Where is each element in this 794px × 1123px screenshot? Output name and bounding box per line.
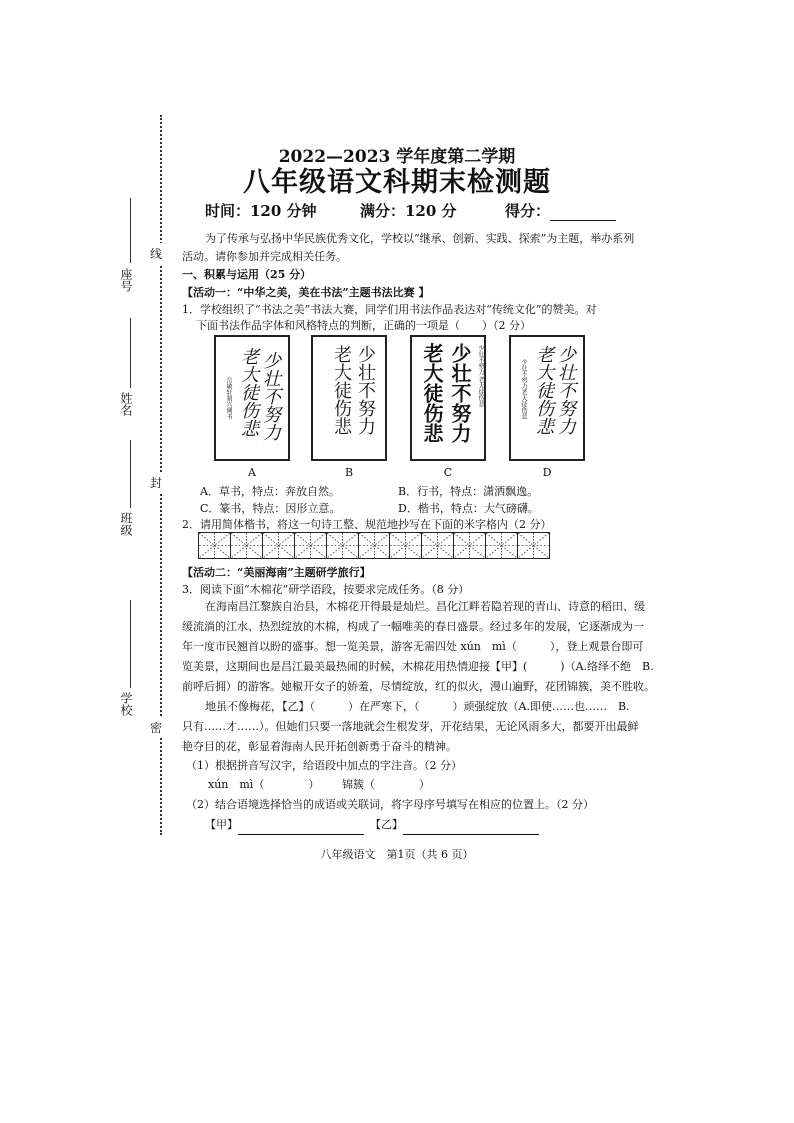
calligraphy-caption-b: B [344,466,354,479]
calligraphy-d-note: 少壮不努力老大徒伤悲 [520,359,527,419]
yi-answer[interactable] [370,815,539,835]
mizi-cell[interactable] [422,533,454,558]
activity-2-heading: 【活动二：“美丽海南”主题研学旅行】 [182,566,371,579]
passage-line-4: 览美景，这期间也是昌江最美最热闹的时候，木棉花用热情迎接【甲】( )（A.络绎不绝 B. [182,660,654,673]
option-a[interactable]: A．草书，特点：奔放自然。 [200,485,340,498]
score-field[interactable] [505,200,616,221]
calligraphy-b-col-1: 少壮不努力 [355,345,376,435]
label-name: 姓名 [119,392,133,416]
seat-blank[interactable] [130,198,131,263]
mizi-cell[interactable] [454,533,486,558]
mizi-cell[interactable] [295,533,327,558]
school-year: 2022—2023 学年度第二学期 [278,147,516,167]
calligraphy-work-a [214,335,290,461]
name-blank[interactable] [130,318,131,388]
mizi-cell[interactable] [199,533,231,558]
question-2: 2．请用简体楷书，将这一句诗工整、规范地抄写在下面的米字格内（2 分） [182,518,552,531]
score-label: 得分： [505,202,551,220]
question-3: 3．阅读下面“木棉花”研学语段，按要求完成任务。（8 分） [182,583,470,596]
mizi-cell[interactable] [518,533,549,558]
activity-1-heading: 【活动一：“中华之美，美在书法”主题书法比赛 】 [182,286,430,299]
school-blank[interactable] [130,600,131,688]
jia-blank[interactable] [238,820,364,835]
option-d[interactable]: D．楷书，特点：大气磅礴。 [398,502,539,515]
passage-line-7: 只有……才……）。但她们只要一落地就会生根发芽，开花结果，无论风雨多大，都要开出最鲜 [182,720,639,733]
class-blank[interactable] [130,440,131,508]
passage-line-3: 年一度市民翘首以盼的盛事。想一览美景，游客无需四处 xún mì（ ），登上观景台即可 [182,640,644,653]
calligraphy-caption-c: C [443,466,453,479]
label-class: 班级 [119,512,133,536]
calligraphy-d-col-1: 少壮不努力 [555,345,576,435]
option-b[interactable]: B．行书，特点：潇洒飘逸。 [398,485,539,498]
mizi-cell[interactable] [263,533,295,558]
seal-char-xian: 线 [150,243,162,264]
full-marks: 满分：120 分 [360,202,457,220]
passage-line-1: 在海南昌江黎族自治县，木棉花开得最是灿烂。昌化江畔若隐若现的青山、诗意的稻田、缓 [205,600,645,613]
exam-time: 时间：120 分钟 [205,202,317,220]
jia-label: 【甲】 [205,818,238,831]
mizi-cell[interactable] [231,533,263,558]
sub-question-1: （1）根据拼音写汉字，给语段中加点的字注音。（2 分） [186,759,462,772]
seal-char-mi: 密 [150,717,162,738]
section-1-heading: 一、积累与运用（25 分） [182,268,312,281]
intro-line-2: 活动。请你参加并完成相关任务。 [182,250,347,263]
label-seat: 座号 [119,268,133,292]
calligraphy-d-col-2: 老大徒伤悲 [533,345,554,435]
calligraphy-work-d [509,335,585,461]
calligraphy-c-col-1: 少壮不努力 [448,343,472,443]
calligraphy-a-col-2: 老大徒伤悲 [238,347,259,437]
mizi-cell[interactable] [359,533,391,558]
mizi-grid[interactable] [198,532,550,559]
question-1-line-1: 1．学校组织了“书法之美”书法大赛，同学们用书法作品表达对“传统文化”的赞美。对 [182,303,597,316]
calligraphy-c-col-2: 老大徒伤悲 [420,343,444,443]
calligraphy-a-col-1: 少壮不努力 [260,351,281,441]
label-school: 学校 [119,692,133,716]
sub-question-2: （2）结合语境选择恰当的成语或关联词，将字母序号填写在相应的位置上。（2 分） [186,798,594,811]
passage-line-8: 艳夺目的花，彰显着海南人民开拓创新勇于奋斗的精神。 [182,740,457,753]
yi-label: 【乙】 [370,818,403,831]
jia-answer[interactable] [205,815,364,835]
intro-line-1: 为了传承与弘扬中华民族优秀文化，学校以“继承、创新、实践、探索”为主题，举办系列 [205,232,635,245]
calligraphy-c-note: 少壮不努力 老大徒伤悲 [477,345,484,407]
jincu-answer[interactable]: 锦簇（ ） [342,778,430,791]
page-footer: 八年级语文 第1页（共 6 页） [320,848,474,861]
passage-line-5: 前呼后拥）的游客。她椒开女子的娇羞，尽情绽放，红的似火，漫山遍野，花团锦簇，美不胜收。 [182,680,655,693]
exam-title: 八年级语文科期末检测题 [243,167,551,198]
mizi-cell[interactable] [486,533,518,558]
option-c[interactable]: C．篆书，特点：因形立意。 [200,502,341,515]
score-blank[interactable] [550,206,616,221]
calligraphy-caption-d: D [542,466,552,479]
mizi-cell[interactable] [390,533,422,558]
calligraphy-work-b [311,335,387,461]
calligraphy-work-c [410,335,486,461]
yi-blank[interactable] [403,820,539,835]
calligraphy-a-note: 岳敏轩制兴阔书 [225,377,232,419]
passage-line-6: 地虽不像梅花，【乙】（ ）在严寒下，（ ）顽强绽放（A.即使……也…… B. [205,700,630,713]
mizi-cell[interactable] [327,533,359,558]
calligraphy-caption-a: A [248,466,256,479]
question-1-line-2: 下面书法作品字体和风格特点的判断，正确的一项是（ ）（2 分） [196,319,531,332]
seal-char-feng: 封 [150,472,162,493]
passage-line-2: 缓流淌的江水、热烈绽放的木棉，构成了一幅唯美的春日盛景。经过多年的发展，它逐渐成为一 [182,620,644,633]
pinyin-answer[interactable]: xún mì（ ） [208,778,320,791]
calligraphy-b-col-2: 老大徒伤悲 [331,345,352,435]
